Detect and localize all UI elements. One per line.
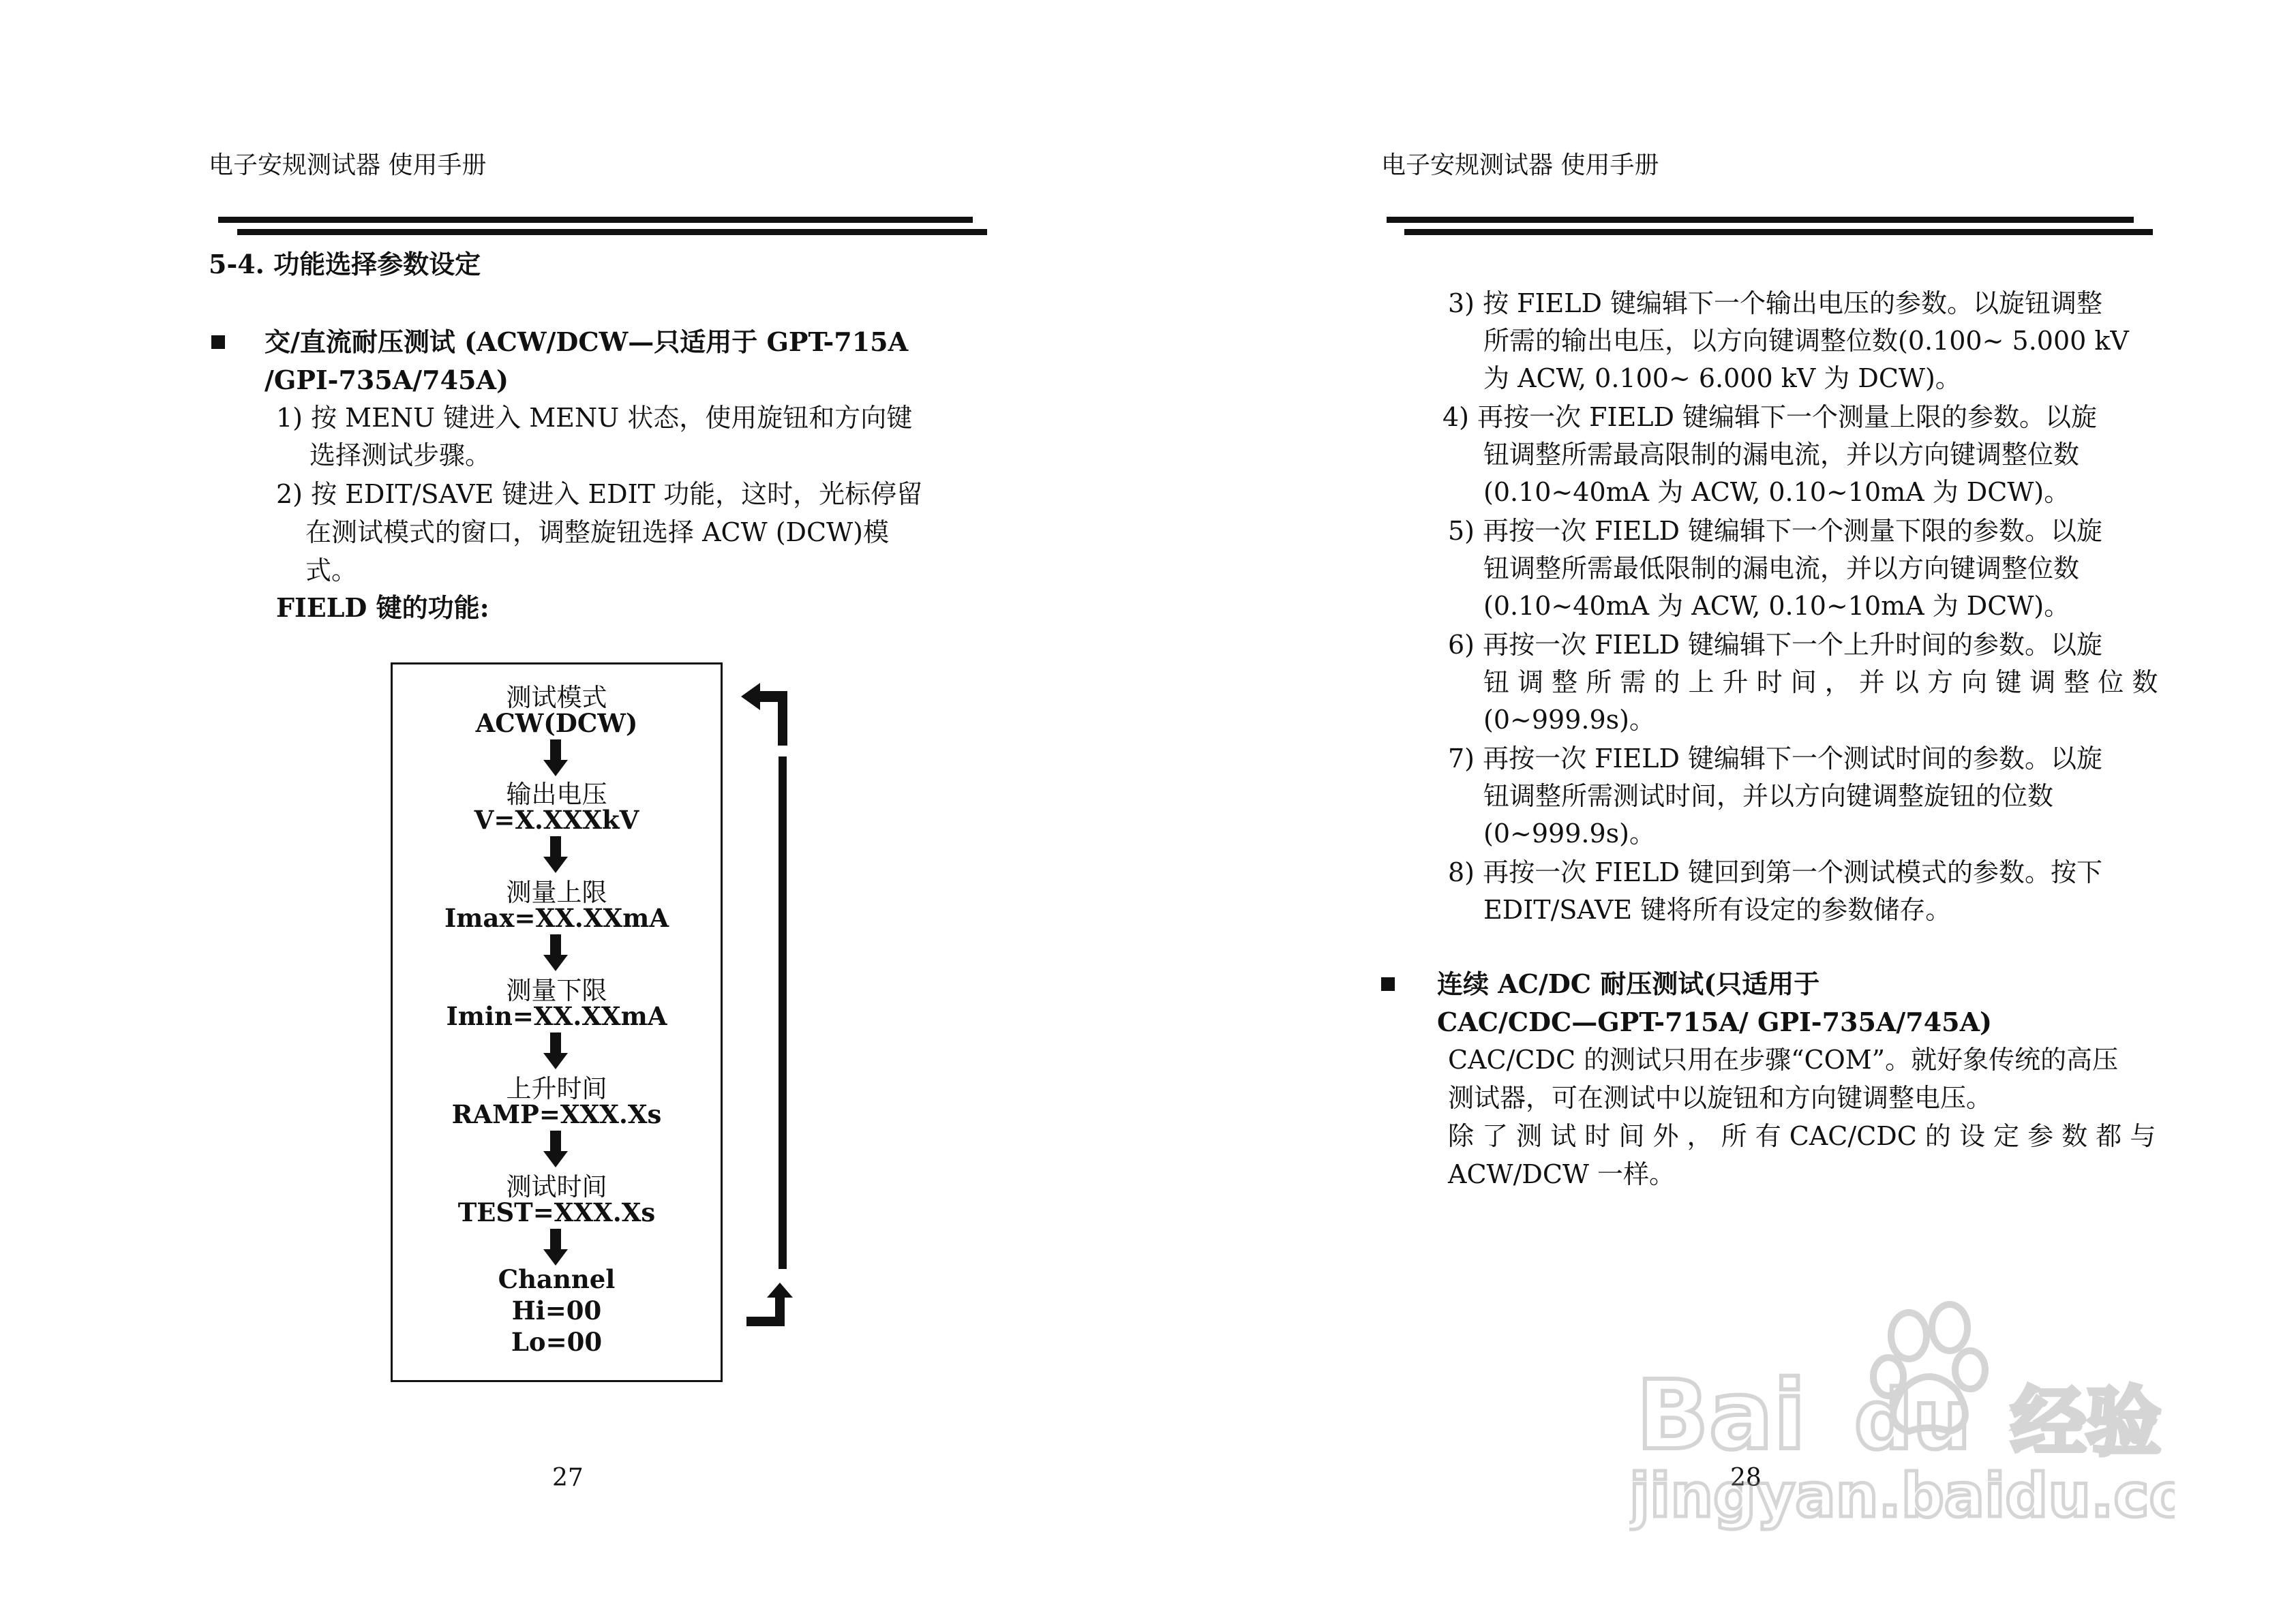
right-page-number: 28 [1730,1464,1762,1492]
bullet2-line1: 连续 AC/DC 耐压测试(只适用于 [1437,968,1820,999]
flow-down-arrow [543,934,568,971]
flow-test-value: TEST=XXX.Xs [457,1197,656,1227]
field-flow-diagram [391,662,723,1382]
right-header-title: 电子安规测试器 使用手册 [1381,151,1659,179]
left-header-rule-top [218,217,973,223]
flow-test-label: 测试时间 [506,1172,607,1202]
flow-mode-label: 测试模式 [506,683,607,712]
flow-down-arrow [543,1131,568,1167]
item4-line2: 钮调整所需最高限制的漏电流，并以方向键调整位数 [1483,440,2080,470]
flow-down-arrow [543,739,568,776]
left-header-rule-bottom [237,229,987,235]
flow-lower-label: 测量下限 [506,976,607,1005]
flow-down-arrow [543,1229,568,1266]
flow-lower-value: Imin=XX.XXmA [446,1001,667,1031]
flow-down-arrow [543,1032,568,1069]
item3-line2: 所需的输出电压，以方向键调整位数(0.100~ 5.000 kV [1483,326,2129,356]
item8-line1: 8) 再按一次 FIELD 键回到第一个测试模式的参数。按下 [1448,857,2103,887]
item5-line3: (0.10~40mA 为 ACW, 0.10~10mA 为 DCW)。 [1483,591,2070,621]
flow-voltage-label: 输出电压 [506,780,607,809]
para1-line2: 测试器，可在测试中以旋钮和方向键调整电压。 [1448,1083,1993,1113]
item6-line3: (0~999.9s)。 [1483,705,1655,735]
step2-line1: 2) 按 EDIT/SAVE 键进入 EDIT 功能，这时，光标停留 [276,479,923,509]
flow-upper-label: 测量上限 [506,878,607,907]
flow-channel-hi: Hi=00 [511,1296,602,1326]
bullet-marker [1381,977,1395,991]
bullet1-line2: /GPI-735A/745A) [265,365,509,395]
para2-line2: ACW/DCW 一样。 [1448,1159,1676,1189]
para1-line1: CAC/CDC 的测试只用在步骤“COM”。就好象传统的高压 [1448,1045,2119,1075]
bullet-marker [211,335,225,349]
flow-mode-value: ACW(DCW) [475,708,638,738]
step1-line2: 选择测试步骤。 [309,440,492,470]
flow-ramp-value: RAMP=XXX.Xs [451,1099,662,1129]
left-header-title: 电子安规测试器 使用手册 [209,151,487,179]
item5-line1: 5) 再按一次 FIELD 键编辑下一个测量下限的参数。以旋 [1448,516,2103,546]
item4-line3: (0.10~40mA 为 ACW, 0.10~10mA 为 DCW)。 [1483,477,2070,507]
item7-line3: (0~999.9s)。 [1483,818,1655,848]
bullet1-line1: 交/直流耐压测试 (ACW/DCW—只适用于 GPT-715A [265,326,909,357]
field-heading: FIELD 键的功能: [276,592,489,623]
item5-line2: 钮调整所需最低限制的漏电流，并以方向键调整位数 [1483,553,2080,583]
bullet2-line2: CAC/CDC—GPT-715A/ GPI-735A/745A) [1437,1007,1993,1037]
flow-down-arrow [543,836,568,873]
flow-channel-label: Channel [498,1264,616,1294]
flow-channel-lo: Lo=00 [511,1327,603,1357]
flow-voltage-value: V=X.XXXkV [474,805,639,835]
loop-back-arrow [740,682,801,1336]
item7-line2: 钮调整所需测试时间，并以方向键调整旋钮的位数 [1483,781,2054,811]
step2-line3: 式。 [305,555,358,585]
item8-line2: EDIT/SAVE 键将所有设定的参数储存。 [1483,895,1952,925]
item3-line3: 为 ACW, 0.100~ 6.000 kV 为 DCW)。 [1483,363,1961,393]
section-title: 5-4. 功能选择参数设定 [209,249,481,279]
left-page-number: 27 [552,1464,584,1492]
flow-upper-value: Imax=XX.XXmA [444,903,669,933]
item4-line1: 4) 再按一次 FIELD 键编辑下一个测量上限的参数。以旋 [1442,402,2098,432]
svg-text:jingyan.baidu.com: jingyan.baidu.co [1629,1460,2175,1531]
item7-line1: 7) 再按一次 FIELD 键编辑下一个测试时间的参数。以旋 [1448,744,2103,774]
svg-text:Bai: Bai [1636,1360,1807,1471]
right-header-rule-top [1387,217,2134,223]
item6-line1: 6) 再按一次 FIELD 键编辑下一个上升时间的参数。以旋 [1448,630,2103,660]
step1-line1: 1) 按 MENU 键进入 MENU 状态，使用旋钮和方向键 [276,403,913,433]
baidu-watermark-logo [1629,1288,2175,1533]
item3-line1: 3) 按 FIELD 键编辑下一个输出电压的参数。以旋钮调整 [1448,288,2103,318]
svg-text:经验: 经验 [2011,1379,2161,1466]
svg-text:du: du [1854,1373,1972,1468]
flow-ramp-label: 上升时间 [506,1074,607,1103]
right-header-rule-bottom [1404,229,2153,235]
para2-line1: 除 了 测 试 时 间 外 ， 所 有 CAC/CDC 的 设 定 参 数 都 与 [1448,1121,2156,1151]
item6-line2: 钮 调 整 所 需 的 上 升 时 间 ， 并 以 方 向 键 调 整 位 数 [1483,667,2158,697]
step2-line2: 在测试模式的窗口，调整旋钮选择 ACW (DCW)模 [305,517,889,547]
